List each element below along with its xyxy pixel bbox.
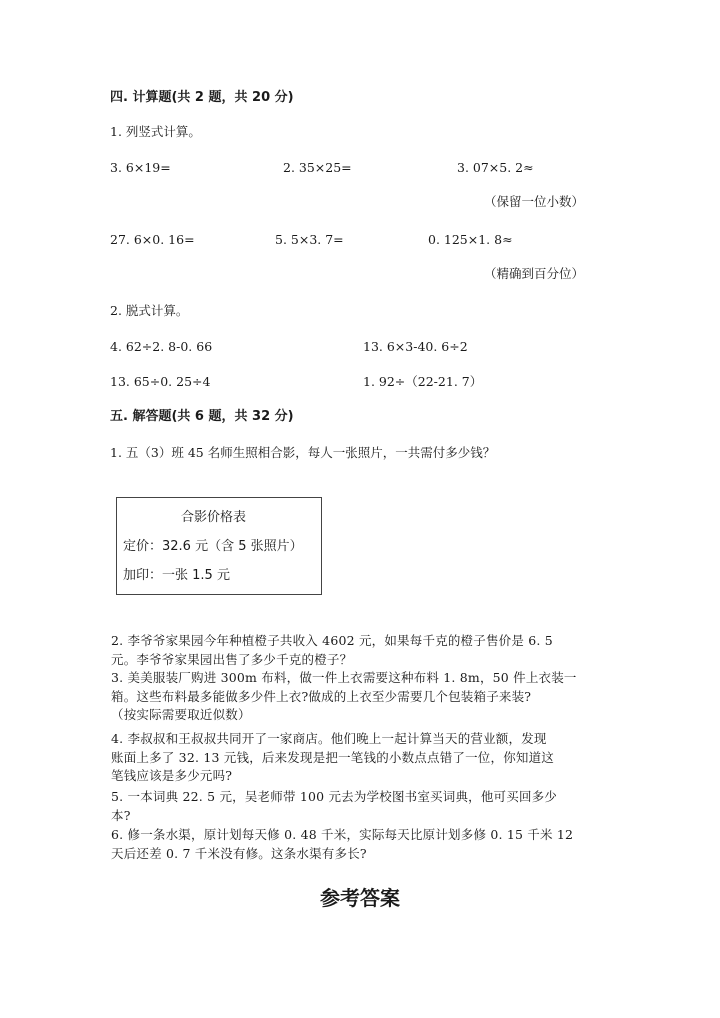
expression: 3. 6×19= (110, 160, 171, 175)
expression: 0. 125×1. 8≈ (428, 232, 513, 247)
problem-line: 账面上多了 32. 13 元钱，后来发现是把一笔钱的小数点点错了一位，你知道这 (111, 749, 555, 765)
word-problem-4 (111, 730, 607, 786)
word-problem-6 (111, 826, 607, 863)
price-table-extra: 加印：一张 1.5 元 (123, 568, 230, 583)
expression: 5. 5×3. 7= (275, 232, 344, 247)
question-label: 2. 脱式计算。 (110, 303, 189, 318)
expression: 4. 62÷2. 8-0. 66 (110, 339, 213, 354)
expression: 1. 92÷（22-21. 7） (363, 374, 483, 389)
section-heading-calculation: 四. 计算题(共 2 题，共 20 分) (110, 90, 294, 105)
section-heading-word-problems: 五. 解答题(共 6 题，共 32 分) (110, 409, 294, 424)
problem-line: 5. 一本词典 22. 5 元，吴老师带 100 元去为学校图书室买词典，他可买回多少 (111, 789, 558, 804)
expression: 27. 6×0. 16= (110, 232, 195, 247)
price-table-price: 定价：32.6 元（含 5 张照片） (123, 539, 303, 554)
problem-line: 笔钱应该是多少元吗? (111, 768, 233, 783)
expression: 13. 65÷0. 25÷4 (110, 374, 211, 389)
problem-line: 4. 李叔叔和王叔叔共同开了一家商店。他们晚上一起计算当天的营业额，发现 (111, 731, 547, 746)
word-problem-3 (111, 669, 607, 725)
question-label: 1. 列竖式计算。 (110, 124, 201, 139)
rounding-note: （保留一位小数） (484, 194, 585, 209)
problem-line: 箱。这些布料最多能做多少件上衣?做成的上衣至少需要几个包装箱子来装? (111, 688, 532, 704)
price-table-box (116, 497, 322, 595)
problem-line: 元。李爷爷家果园出售了多少千克的橙子？ (111, 651, 353, 667)
problem-line: 2. 李爷爷家果园今年种植橙子共收入 4602 元，如果每千克的橙子售价是 6. 5 (111, 633, 553, 648)
word-problem-2 (111, 632, 607, 669)
rounding-note: （精确到百分位） (484, 266, 585, 281)
expression: 2. 35×25= (283, 160, 352, 175)
answers-title: 参考答案 (320, 886, 400, 910)
problem-line: 本? (111, 807, 131, 823)
price-table-title: 合影价格表 (181, 510, 247, 525)
word-problem-1: 1. 五（3）班 45 名师生照相合影，每人一张照片，一共需付多少钱？ (110, 445, 496, 460)
expression: 13. 6×3-40. 6÷2 (363, 339, 468, 354)
problem-line: 6. 修一条水渠，原计划每天修 0. 48 千米，实际每天比原计划多修 0. 15 千米 12 (111, 827, 574, 842)
word-problem-5 (111, 788, 607, 825)
problem-line: 天后还差 0. 7 千米没有修。这条水渠有多长? (111, 845, 367, 861)
problem-line: （按实际需要取近似数） (111, 707, 251, 722)
expression: 3. 07×5. 2≈ (457, 160, 534, 175)
problem-line: 3. 美美服装厂购进 300m 布料，做一件上衣需要这种布料 1. 8m，50 件上衣装一 (111, 670, 577, 685)
